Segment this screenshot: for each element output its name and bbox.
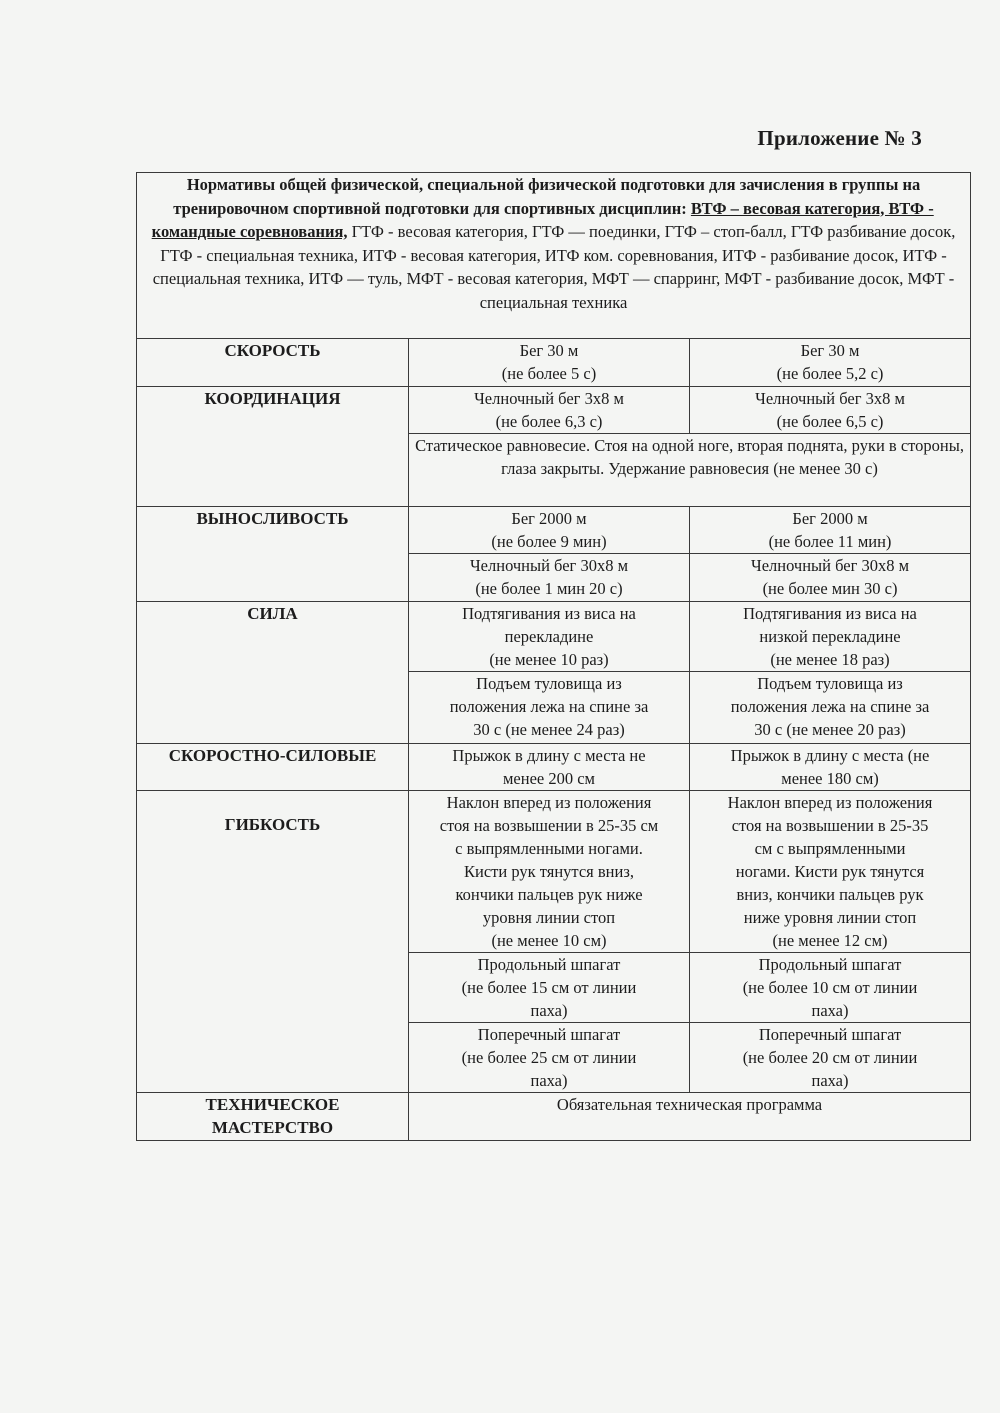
heading-underlined-text: ВТФ – весовая категория, ВТФ - командные соревнования, (151, 198, 934, 241)
norm-cell (690, 339, 971, 387)
norm-cell (690, 1023, 971, 1093)
norm-line: (не менее 10 см) (491, 931, 607, 950)
norm-line: (не более 5 с) (501, 364, 597, 383)
norm-line: Продольный шпагат (477, 955, 621, 974)
norm-line: Бег 30 м (519, 341, 579, 360)
norm-cell (690, 507, 971, 554)
norm-line: (не менее 10 раз) (489, 650, 609, 669)
norm-cell (409, 339, 690, 387)
norm-line: положения лежа на спине за (449, 697, 649, 716)
norm-line: Бег 30 м (800, 341, 860, 360)
norm-cell (409, 791, 690, 953)
category-technical-line: МАСТЕРСТВО (211, 1118, 334, 1137)
norm-line: Прыжок в длину с места не (452, 746, 646, 765)
norm-cell (409, 602, 690, 672)
norm-cell (690, 554, 971, 602)
norm-line: перекладине (504, 627, 594, 646)
norm-line: ниже уровня линии стоп (743, 908, 917, 927)
norm-line: Подъем туловища из (757, 674, 903, 693)
norm-line: паха) (530, 1071, 568, 1090)
norm-line: (не более 10 см от линии (742, 978, 918, 997)
appendix-title: Приложение № 3 (757, 126, 922, 150)
norm-line: положения лежа на спине за (730, 697, 930, 716)
table-row (137, 339, 971, 387)
norm-line: (не более 25 см от линии (461, 1048, 637, 1067)
norm-cell-merged: Обязательная техническая программа (409, 1093, 971, 1141)
category-technical-line: ТЕХНИЧЕСКОЕ (205, 1095, 340, 1114)
norm-line: (не более 6,3 с) (495, 412, 603, 431)
norm-line: вниз, кончики пальцев рук (736, 885, 924, 904)
table-row (137, 1093, 971, 1141)
norm-cell (690, 791, 971, 953)
norm-line: (не более 9 мин) (491, 532, 607, 551)
norm-line: Наклон вперед из положения (446, 793, 652, 812)
norm-line: Челночный бег 3х8 м (755, 389, 905, 408)
norm-line: (не более 20 см от линии (742, 1048, 918, 1067)
norm-line: Подтягивания из виса на (462, 604, 636, 623)
norm-line: (не более 6,5 с) (776, 412, 884, 431)
norm-line: уровня линии стоп (482, 908, 616, 927)
norm-line: стоя на возвышении в 25-35 см (439, 816, 659, 835)
norm-line: Бег 2000 м (792, 509, 868, 528)
norm-line: паха) (811, 1071, 849, 1090)
norm-cell (409, 953, 690, 1023)
norm-line: (не менее 18 раз) (770, 650, 890, 669)
category-endurance: ВЫНОСЛИВОСТЬ (137, 507, 409, 602)
norm-line: Подъем туловища из (476, 674, 622, 693)
norm-cell (409, 507, 690, 554)
norms-table (136, 172, 971, 1141)
table-heading (137, 173, 971, 339)
norm-line: паха) (811, 1001, 849, 1020)
norm-line: стоя на возвышении в 25-35 (731, 816, 929, 835)
norm-line: Челночный бег 30х8 м (750, 556, 910, 575)
norm-cell (409, 672, 690, 744)
norm-line: (не более 1 мин 20 с) (475, 579, 623, 598)
category-speed: СКОРОСТЬ (137, 339, 409, 387)
table-row (137, 602, 971, 672)
norm-line: (не более 11 мин) (768, 532, 892, 551)
norm-cell (409, 387, 690, 434)
norm-cell (690, 953, 971, 1023)
norm-line: (не более мин 30 с) (762, 579, 898, 598)
norm-cell (409, 1023, 690, 1093)
norm-line: Челночный бег 3х8 м (474, 389, 624, 408)
norm-line: см с выпрямленными (754, 839, 906, 858)
norm-line: Поперечный шпагат (758, 1025, 902, 1044)
norm-line: Продольный шпагат (758, 955, 902, 974)
norm-line: (не более 15 см от линии (461, 978, 637, 997)
norm-line: Прыжок в длину с места (не (730, 746, 930, 765)
norm-cell (690, 387, 971, 434)
table-row (137, 744, 971, 791)
category-technical (137, 1093, 409, 1141)
norm-cell-merged: Статическое равновесие. Стоя на одной ноге, вторая поднята, руки в стороны, глаза закрыты. Удержание равновесия (не менее 30 с) (409, 434, 971, 507)
norm-line: Кисти рук тянутся вниз, (464, 862, 634, 881)
category-speed-strength: СКОРОСТНО-СИЛОВЫЕ (137, 744, 409, 791)
category-flexibility: ГИБКОСТЬ (137, 791, 409, 1093)
norm-line: Челночный бег 30х8 м (469, 556, 629, 575)
norm-cell (409, 554, 690, 602)
norm-line: Бег 2000 м (511, 509, 587, 528)
norm-line: ногами. Кисти рук тянутся (735, 862, 925, 881)
norm-cell (690, 672, 971, 744)
norm-line: кончики пальцев рук ниже (455, 885, 643, 904)
norm-line: Наклон вперед из положения (727, 793, 933, 812)
norm-line: менее 200 см (502, 769, 595, 788)
norm-cell (690, 744, 971, 791)
norm-cell (690, 602, 971, 672)
category-strength: СИЛА (137, 602, 409, 744)
norm-line: 30 с (не менее 20 раз) (754, 720, 906, 739)
heading-bold-text: Нормативы общей физической, специальной физической подготовки для зачисления в группы на тренировочном спортивной подготовки для спортивных дисциплин: (173, 175, 921, 218)
norm-line: Поперечный шпагат (477, 1025, 621, 1044)
norm-line: менее 180 см) (781, 769, 879, 788)
table-heading-row (137, 173, 971, 339)
norm-line: Подтягивания из виса на (743, 604, 917, 623)
table-row (137, 507, 971, 554)
table-row (137, 791, 971, 953)
norm-line: 30 с (не менее 24 раз) (473, 720, 625, 739)
norm-line: паха) (530, 1001, 568, 1020)
norm-line: низкой перекладине (759, 627, 901, 646)
norm-line: (не более 5,2 с) (776, 364, 884, 383)
norm-line: (не менее 12 см) (772, 931, 888, 950)
heading-regular-text: ГТФ - весовая категория, ГТФ — поединки, ГТФ – стоп-балл, ГТФ разбивание досок, ГТФ - специальная техника, ИТФ - весовая категория, ИТФ ком. соревнования, ИТФ - разбивание досок, ИТФ - специальная техника, ИТФ — туль, МФТ - весовая категория, МФТ — спарринг, МФТ - разбивание досок, МФТ - специальная техника (152, 222, 956, 312)
norm-cell (409, 744, 690, 791)
norm-line: с выпрямленными ногами. (455, 839, 643, 858)
category-coordination: КООРДИНАЦИЯ (137, 387, 409, 507)
table-row (137, 387, 971, 434)
